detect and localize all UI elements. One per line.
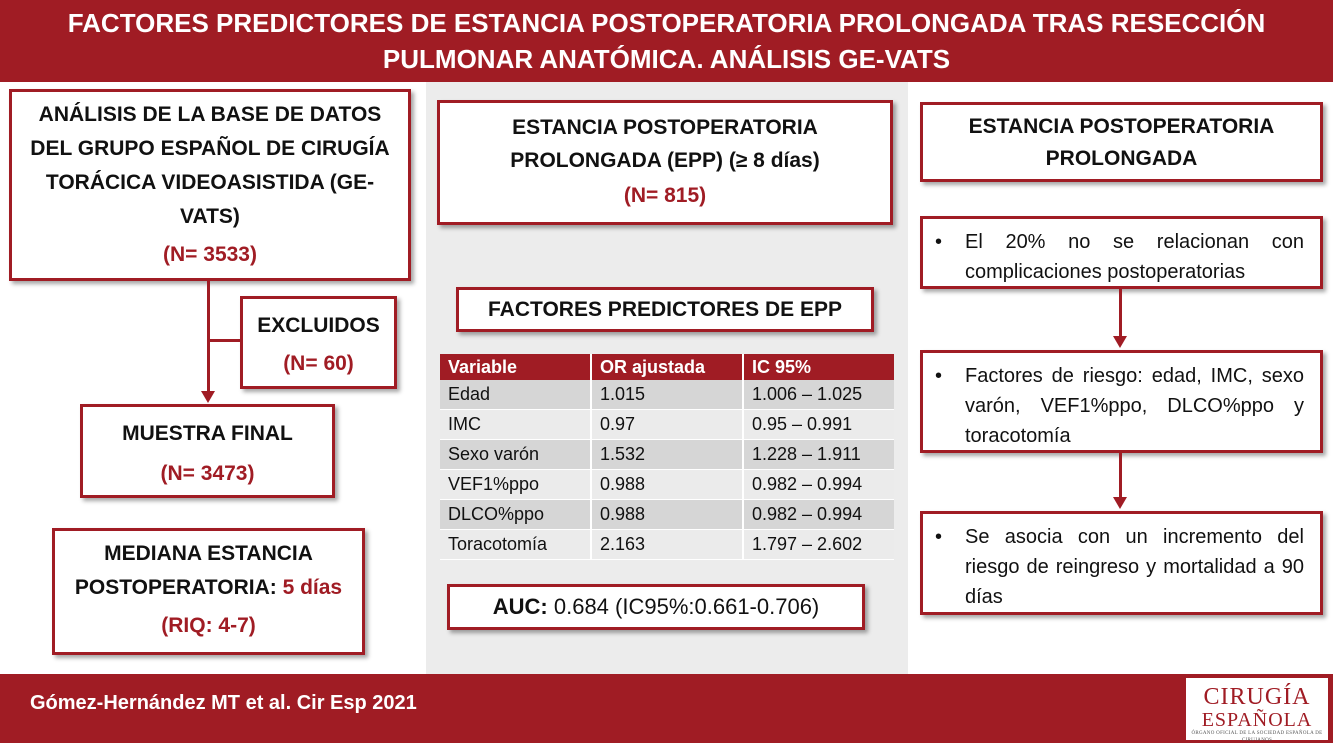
- table-cell-variable: Edad: [440, 380, 591, 410]
- footer-citation: Gómez-Hernández MT et al. Cir Esp 2021: [30, 692, 417, 714]
- table-cell-or: 2.163: [591, 530, 743, 560]
- excluded-n: (N= 60): [283, 352, 354, 375]
- arrow-down-icon: [201, 391, 215, 403]
- median-stay-line2: POSTOPERATORIA:: [74, 576, 277, 599]
- bullet-text-3: Se asocia con un incremento del riesgo de reingreso y mortalidad a 90 días: [965, 526, 1304, 608]
- arrow-down-icon: [1113, 336, 1127, 348]
- database-analysis-title: ANÁLISIS DE LA BASE DE DATOS DEL GRUPO ESPAÑOL DE CIRUGÍA TORÁCICA VIDEOASISTIDA (GE-VATS): [30, 103, 390, 228]
- page-title-text: FACTORES PREDICTORES DE ESTANCIA POSTOPERATORIA PROLONGADA TRAS RESECCIÓN PULMONAR ANATÓMICA. ANÁLISIS GE-VATS: [67, 8, 1266, 74]
- table-row: [440, 440, 894, 470]
- median-stay-line2-wrap: [55, 571, 362, 605]
- table-cell-variable: VEF1%ppo: [440, 470, 591, 500]
- table-cell-ci: 1.228 – 1.911: [743, 440, 894, 470]
- final-sample-title: MUESTRA FINAL: [122, 422, 293, 445]
- table-header-or: OR ajustada: [591, 354, 743, 380]
- epp-n: (N= 815): [623, 184, 707, 207]
- table-cell-ci: 1.006 – 1.025: [743, 380, 894, 410]
- table-header-ci: IC 95%: [743, 354, 894, 380]
- right-title-box: [920, 102, 1323, 182]
- journal-logo: [1186, 678, 1328, 743]
- table-cell-ci: 1.797 – 2.602: [743, 530, 894, 560]
- auc-label: AUC:: [492, 594, 548, 619]
- table-cell-variable: DLCO%ppo: [440, 500, 591, 530]
- bullet-box-3: [920, 511, 1323, 615]
- logo-line2: ESPAÑOLA: [1201, 709, 1313, 731]
- table-header-row: [440, 354, 894, 380]
- median-stay-value: 5 días: [282, 576, 343, 599]
- table-cell-or: 0.988: [591, 500, 743, 530]
- table-cell-ci: 0.95 – 0.991: [743, 410, 894, 440]
- table-cell-or: 1.532: [591, 440, 743, 470]
- excluded-title: EXCLUIDOS: [257, 314, 380, 337]
- bullet-text-2: Factores de riesgo: edad, IMC, sexo varón, VEF1%ppo, DLCO%ppo y toracotomía: [965, 365, 1304, 447]
- auc-value: 0.684 (IC95%:0.661-0.706): [553, 594, 820, 619]
- table-cell-or: 1.015: [591, 380, 743, 410]
- final-sample-n: (N= 3473): [160, 462, 255, 485]
- flow-line-excluded: [207, 339, 241, 342]
- logo-tagline: ÓRGANO OFICIAL DE LA SOCIEDAD ESPAÑOLA DE CIRUJANOS: [1191, 731, 1323, 743]
- arrow-down-icon: [1113, 497, 1127, 509]
- median-stay-iqr: (RIQ: 4-7): [161, 614, 256, 637]
- table-cell-variable: Toracotomía: [440, 530, 591, 560]
- epp-title: ESTANCIA POSTOPERATORIA PROLONGADA (EPP) (≥ 8 días): [510, 116, 820, 172]
- epp-box: [437, 100, 893, 225]
- predictors-title: FACTORES PREDICTORES DE EPP: [488, 298, 842, 321]
- table-cell-variable: IMC: [440, 410, 591, 440]
- table-row: [440, 470, 894, 500]
- table-row: [440, 380, 894, 410]
- table-header-variable: Variable: [440, 354, 591, 380]
- odds-ratio-table: [440, 354, 894, 560]
- predictors-title-box: [456, 287, 874, 332]
- excluded-box: [240, 296, 397, 389]
- bullet-dot-icon: •: [935, 365, 943, 387]
- database-analysis-box: [9, 89, 411, 281]
- bullet-box-2: [920, 350, 1323, 453]
- bullet-dot-icon: •: [935, 526, 943, 548]
- table-row: [440, 530, 894, 560]
- median-stay-line1: MEDIANA ESTANCIA: [104, 542, 313, 565]
- final-sample-box: [80, 404, 335, 498]
- flow-line-right-1: [1119, 289, 1122, 337]
- table-row: [440, 410, 894, 440]
- median-stay-box: [52, 528, 365, 655]
- table-cell-or: 0.97: [591, 410, 743, 440]
- flow-line-right-2: [1119, 453, 1122, 498]
- auc-box: [447, 584, 865, 630]
- table-cell-ci: 0.982 – 0.994: [743, 470, 894, 500]
- logo-line1: CIRUGÍA: [1203, 684, 1311, 710]
- table-cell-variable: Sexo varón: [440, 440, 591, 470]
- page-title: [0, 0, 1333, 82]
- bullet-text-1: El 20% no se relacionan con complicaciones postoperatorias: [965, 231, 1304, 283]
- table-cell-or: 0.988: [591, 470, 743, 500]
- flow-line-main: [207, 281, 210, 391]
- odds-ratio-table-wrap: [440, 354, 894, 560]
- table-cell-ci: 0.982 – 0.994: [743, 500, 894, 530]
- bullet-box-1: [920, 216, 1323, 289]
- right-title: ESTANCIA POSTOPERATORIA PROLONGADA: [968, 115, 1275, 170]
- table-row: [440, 500, 894, 530]
- database-n: (N= 3533): [163, 243, 257, 266]
- bullet-dot-icon: •: [935, 231, 943, 253]
